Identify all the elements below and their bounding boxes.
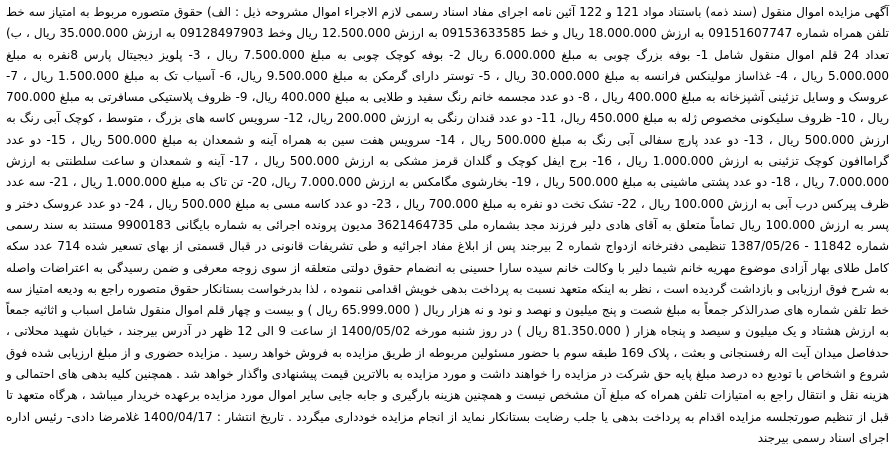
- notice-body-text: آگهی مزایده اموال منقول (سند ذمه) باستناد مواد 121 و 122 آئین نامه اجرای مفاد اسناد رسمی لازم الاجراء اموال مشروحه ذیل : الف) حقوق متصوره مربوط به امتیاز سه خط تلفن همراه شماره 09151607747 به ارزش 18.000.000 ریال و خط 09153633585 به ارزش 12.500.000 ریال وخط 09128497903 به ارزش 35.000.000 ریال ، ب) تعداد 24 قلم اموال منقول شامل 1- بوفه بزرگ چوبی به مبلغ 6.000.000 ریال 2- بوفه کوچک چوبی به مبلغ 7.500.000 ریال ، 3- پلویز دیجیتال پارس 8نفره به مبلغ 5.000.000 ریال ، 4- غذاساز مولینکس فرانسه به مبلغ 30.000.000 ریال ، 5- توستر دارای گرمکن به مبلغ 9.500.000 ریال، 6- آسیاب تک به مبلغ 1.500.000 ریال ، 7- عروسک و وسایل تزئینی آشپزخانه به مبلغ 400.000 ریال ، 8- دو عدد مجسمه خانم رنگ سفید و طلایی به مبلغ 400.000 ریال، 9- ظروف پلاستیکی مسافرتی به مبلغ 700.000 ریال ، 10- ظروف سلیکونی مخصوص ژله به مبلغ 450.000 ریال، 11- دو عدد قندان رنگی به ارزش 200.000 ریال، 12- سرویس کاسه های بزرگ ، متوسط ، کوچک آبی رنگ به ارزش 500.000 ریال ، 13- دو عدد پارچ سفالی آبی رنگ به مبلغ 500.000 ریال ، 14- سرویس هفت سین به همراه آینه و شمعدان به مبلغ 500.000 ریال ، 15- دو عدد گراماافون کوچک تزئینی به ارزش 1.000.000 ریال ، 16- برج ایفل کوچک و گلدان قرمز مشکی به ارزش 500.000 ریال ، 17- آینه و شمعدان و ساعت سلطنتی به ارزش 7.000.000 ریال ، 18- دو عدد پشتی ماشینی به مبلغ 500.000 ریال ، 19- بخارشوی مگامکس به ارزش 7.000.000 ریال، 20- تن تاک به مبلغ 1.000.000 ریال ، 21- سه عدد ظرف پیرکس درب آبی به ارزش 100.000 ریال ، 22- تشک تخت دو نفره به مبلغ 700.000 ریال ، 23- دو عدد کاسه مسی به مبلغ 500.000 ریال ، 24- دو عدد عروسک دختر و پسر به ارزش 100.000 ریال تماماً متعلق به آقای هادی دلیر فرزند مجد بشماره ملی 3621464735 مدیون پرونده اجرائی به شماره بایگانی 9900183 مستند به سند رسمی شماره 11842 - 1387/05/26 تنظیمی دفترخانه ازدواج شماره 2 بیرجند پس از ابلاغ مفاد اجرائیه و طی تشریفات قانونی در قبال قسمتی از بهای تسعیر شده 714 عدد سکه کامل طلای بهار آزادی موضوع مهریه خانم شیما دلیر با وکالت خانم سیده سارا حسینی به انضمام حقوق دولتی متعلقه از سوی زوجه معرفی و ضمن رسیدگی به اعتراضات واصله به شرح فوق ارزیابی و بازداشت گردیده است ، نظر به اینکه متعهد نسبت به پرداخت بدهی خویش اقدامی ننموده ، لذا بدرخواست بستانکار حقوق متصوره راجع به ودیعه امتیاز سه خط تلفن شماره های صدرالذکر جمعاً به مبلغ شصت و پنج میلیون و نهصد و نود و نه هزار ریال ( 65.999.000 ریال ) و بیست و چهار قلم اموال منقول شامل اسباب و اثاثیه جمعاً به ارزش هشتاد و یک میلیون و سیصد و پنجاه هزار ( 81.350.000 ریال ) در روز شنبه مورخه 1400/05/02 از ساعت 9 الی 12 ظهر در آدرس بیرجند ، خیابان شهید محلاتی ، حدفاصل میدان آیت اله رفسنجانی و بعثت ، پلاک 169 طبقه سوم با حضور مسئولین مربوطه از طریق مزایده به فروش خواهد رسید . مزایده حضوری و از مبلغ ارزیابی شده فوق شروع و اشخاص با تودیع ده درصد مبلغ پایه حق شرکت در مزایده را خواهند داشت و مورد مزایده به بالاترین قیمت پیشنهادی واگذار خواهد شد . همچنین کلیه بدهی های احتمالی و هزینه نقل و انتقال راجع به امتیازات تلفن همراه که مبلغ آن مشخص نیست و همچنین هزینه بارگیری و جابه جایی سایر اموال مورد مزایده برعهده خریدار میباشد ، هرگاه متعهد تا قبل از تنظیم صورتجلسه مزایده اقدام به پرداخت بدهی یا جلب رضایت بستانکار نماید از انجام مزایده خودداری میگردد . تاریخ انتشار : 1400/04/17 غلامرضا دادی- رئیس اداره اجرای اسناد رسمی بیرجند: [6, 5, 890, 445]
